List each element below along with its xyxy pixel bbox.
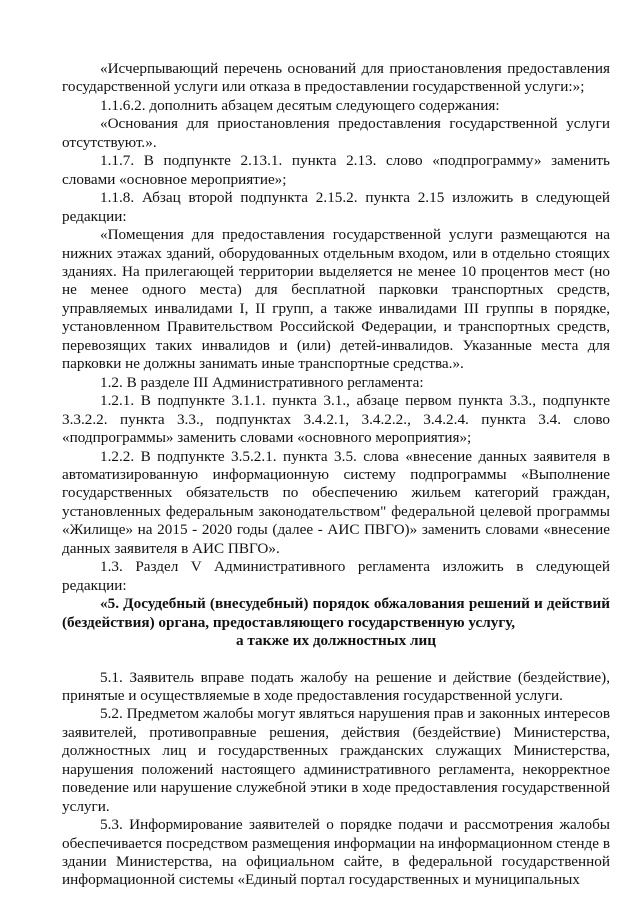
section-heading-continued: а также их должностных лиц — [235, 632, 437, 650]
paragraph-5-1: 5.1. Заявитель вправе подать жалобу на решение и действие (бездействие), принятые и осуществляемые в ходе предоставления государственной услуги. — [62, 668, 610, 704]
paragraph-1-1-8: 1.1.8. Абзац второй подпункта 2.15.2. пункта 2.15 изложить в следующей редакции: — [62, 189, 610, 225]
paragraph-1-2-2: 1.2.2. В подпункте 3.5.2.1. пункта 3.5. слова «внесение данных заявителя в автоматизированную информационную систему подпрограммы «Выполнение государственных обязательств по обеспечению жильем категорий граждан, установленных федеральным законодательством" федеральной целевой программы «Жилище» на 2015 - 2020 годы (далее - АИС ПВГО)» заменить словами «внесение данных заявителя в АИС ПВГО». — [62, 447, 610, 557]
paragraph-premises: «Помещения для предоставления государственной услуги размещаются на нижних этажах зданий, оборудованных отдельным входом, или в отдельно стоящих зданиях. На прилегающей территории выделяется не менее 10 процентов мест (но не менее одного места) для бесплатной парковки транспортных средств, управляемых инвалидами I, II групп, а также инвалидами III группы в порядке, установленном Правительством Российской Федерации, и транспортных средств, перевозящих таких инвалидов и (или) детей-инвалидов. Указанные места для парковки не должны занимать иные транспортные средства.». — [62, 226, 610, 373]
spacer — [62, 651, 610, 669]
paragraph-suspension-grounds: «Основания для приостановления предоставления государственной услуги отсутствуют.». — [62, 115, 610, 151]
paragraph-1-1-6-2: 1.1.6.2. дополнить абзацем десятым следующего содержания: — [100, 96, 500, 114]
paragraph-1-2-1: 1.2.1. В подпункте 3.1.1. пункта 3.1., абзаце первом пункта 3.3., подпункте 3.3.2.2. пункта 3.3., подпунктах 3.4.2.1, 3.4.2.2., 3.4.2.4. пункта 3.4. слово «подпрограммы» заменить словами «основного мероприятия»; — [62, 392, 610, 447]
section-heading: «5. Досудебный (внесудебный) порядок обжалования решений и действий (бездействия) органа, предоставляющего государственную услугу, — [62, 595, 610, 631]
document-page — [62, 60, 610, 890]
paragraph-5-3: 5.3. Информирование заявителей о порядке подачи и рассмотрения жалобы обеспечивается посредством размещения информации на информационном стенде в здании Министерства, на официальном сайте, в федеральной государственной информационной системы «Единый портал государственных и муниципальных — [62, 816, 610, 889]
paragraph-1-3: 1.3. Раздел V Административного регламента изложить в следующей редакции: — [62, 558, 610, 594]
paragraph-grounds-list: «Исчерпывающий перечень оснований для приостановления предоставления государственной услуги или отказа в предоставлении государственной услуги:»; — [62, 60, 610, 96]
paragraph-1-2: 1.2. В разделе III Административного регламента: — [100, 373, 424, 391]
paragraph-1-1-7: 1.1.7. В подпункте 2.13.1. пункта 2.13. слово «подпрограмму» заменить словами «основное мероприятие»; — [62, 152, 610, 188]
paragraph-5-2: 5.2. Предметом жалобы могут являться нарушения прав и законных интересов заявителей, противоправные решения, действия (бездействие) Министерства, должностных лиц и государственных гражданских служащих Министерства, нарушения положений настоящего административного регламента, некорректное поведение или нарушение служебной этики в ходе предоставления государственной услуги. — [62, 705, 610, 815]
